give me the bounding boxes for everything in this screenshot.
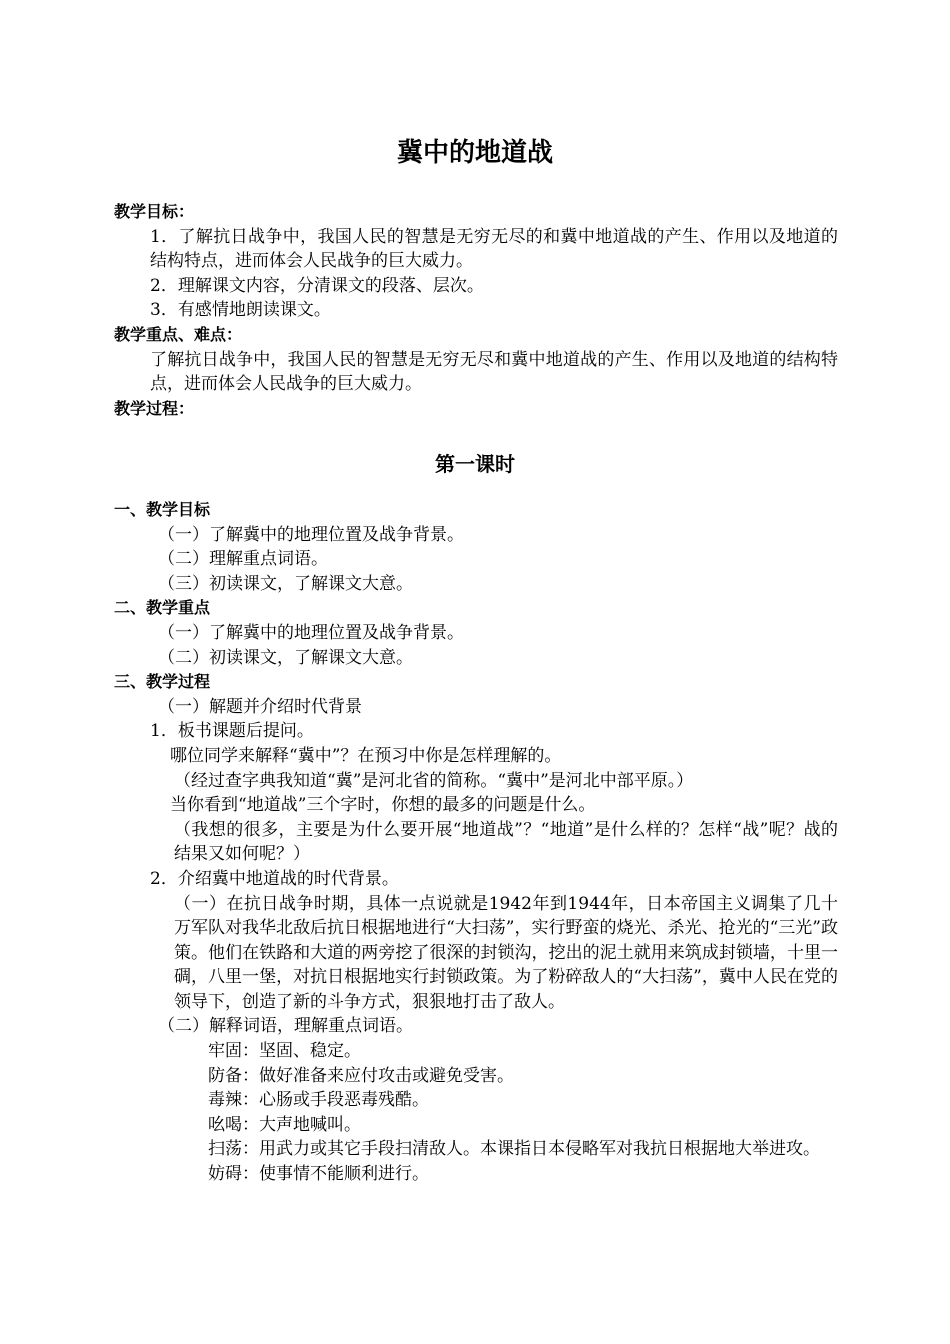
vocab-item: 防备：做好准备来应付攻击或避免受害。 [208,1065,514,1086]
section-item: （一）了解冀中的地理位置及战争背景。 [158,622,464,643]
vocab-item: 毒辣：心肠或手段恶毒残酷。 [208,1090,429,1111]
vocab-item: 扫荡：用武力或其它手段扫清敌人。本课指日本侵略军对我抗日根据地大举进攻。 [208,1139,820,1160]
lesson-plan-intro [114,200,838,421]
objective-item: 2．理解课文内容，分清课文的段落、层次。 [150,275,484,296]
step-text: 2．介绍冀中地道战的时代背景。 [150,868,399,889]
section-heading: 三、教学过程 [114,672,211,692]
background-paragraph: （一）在抗日战争时期，具体一点说就是1942年到1944年，日本帝国主义调集了几十万军队对我华北敌后抗日根据地进行“大扫荡”，实行野蛮的烧光、杀光、抢光的“三光”政策。他们在铁路和大道的两旁挖了很深的封锁沟，挖出的泥土就用来筑成封锁墙，十里一碉，八里一堡，对抗日根据地实行封锁政策。为了粉碎敌人的“大扫荡”，冀中人民在党的领导下，创造了新的斗争方式，狠狠地打击了敌人。 [174,893,838,1012]
answer-text: （我想的很多，主要是为什么要开展“地道战”？“地道”是什么样的？怎样“战”呢？战的结果又如何呢？） [174,819,838,865]
step-text: 1．板书课题后提问。 [150,721,314,742]
section-item: （一）了解冀中的地理位置及战争背景。 [158,524,464,545]
objective-item: 3．有感情地朗读课文。 [150,300,331,321]
vocab-item: 吆喝：大声地喊叫。 [208,1114,361,1135]
question-text: 哪位同学来解释“冀中”？在预习中你是怎样理解的。 [170,745,562,766]
subsection-heading: （一）解题并介绍时代背景 [158,696,362,717]
lesson-title: 第一课时 [435,452,515,476]
objectives-heading: 教学目标： [114,202,195,221]
section-item: （二）理解重点词语。 [158,549,328,570]
objective-item: 1．了解抗日战争中，我国人民的智慧是无穷无尽的和冀中地道战的产生、作用以及地道的结构特点，进而体会人民战争的巨大威力。 [150,226,838,272]
section-item: （二）初读课文，了解课文大意。 [158,647,413,668]
subsection-heading: （二）解释词语，理解重点词语。 [158,1016,413,1037]
vocab-item: 妨碍：使事情不能顺利进行。 [208,1164,429,1185]
vocab-item: 牢固：坚固、稳定。 [208,1041,361,1062]
key-points-text: 了解抗日战争中，我国人民的智慧是无穷无尽和冀中地道战的产生、作用以及地道的结构特点，进而体会人民战争的巨大威力。 [150,349,838,395]
document-title: 冀中的地道战 [396,138,553,168]
section-heading: 二、教学重点 [114,598,211,618]
process-heading: 教学过程： [114,398,195,418]
section-heading: 一、教学目标 [114,500,211,519]
lesson-one-body [114,498,838,1187]
answer-text: （经过查字典我知道“冀”是河北省的简称。“冀中”是河北中部平原。） [174,770,694,791]
question-text: 当你看到“地道战”三个字时，你想的最多的问题是什么。 [170,795,596,816]
key-points-heading: 教学重点、难点： [114,324,243,344]
section-item: （三）初读课文，了解课文大意。 [158,573,413,594]
